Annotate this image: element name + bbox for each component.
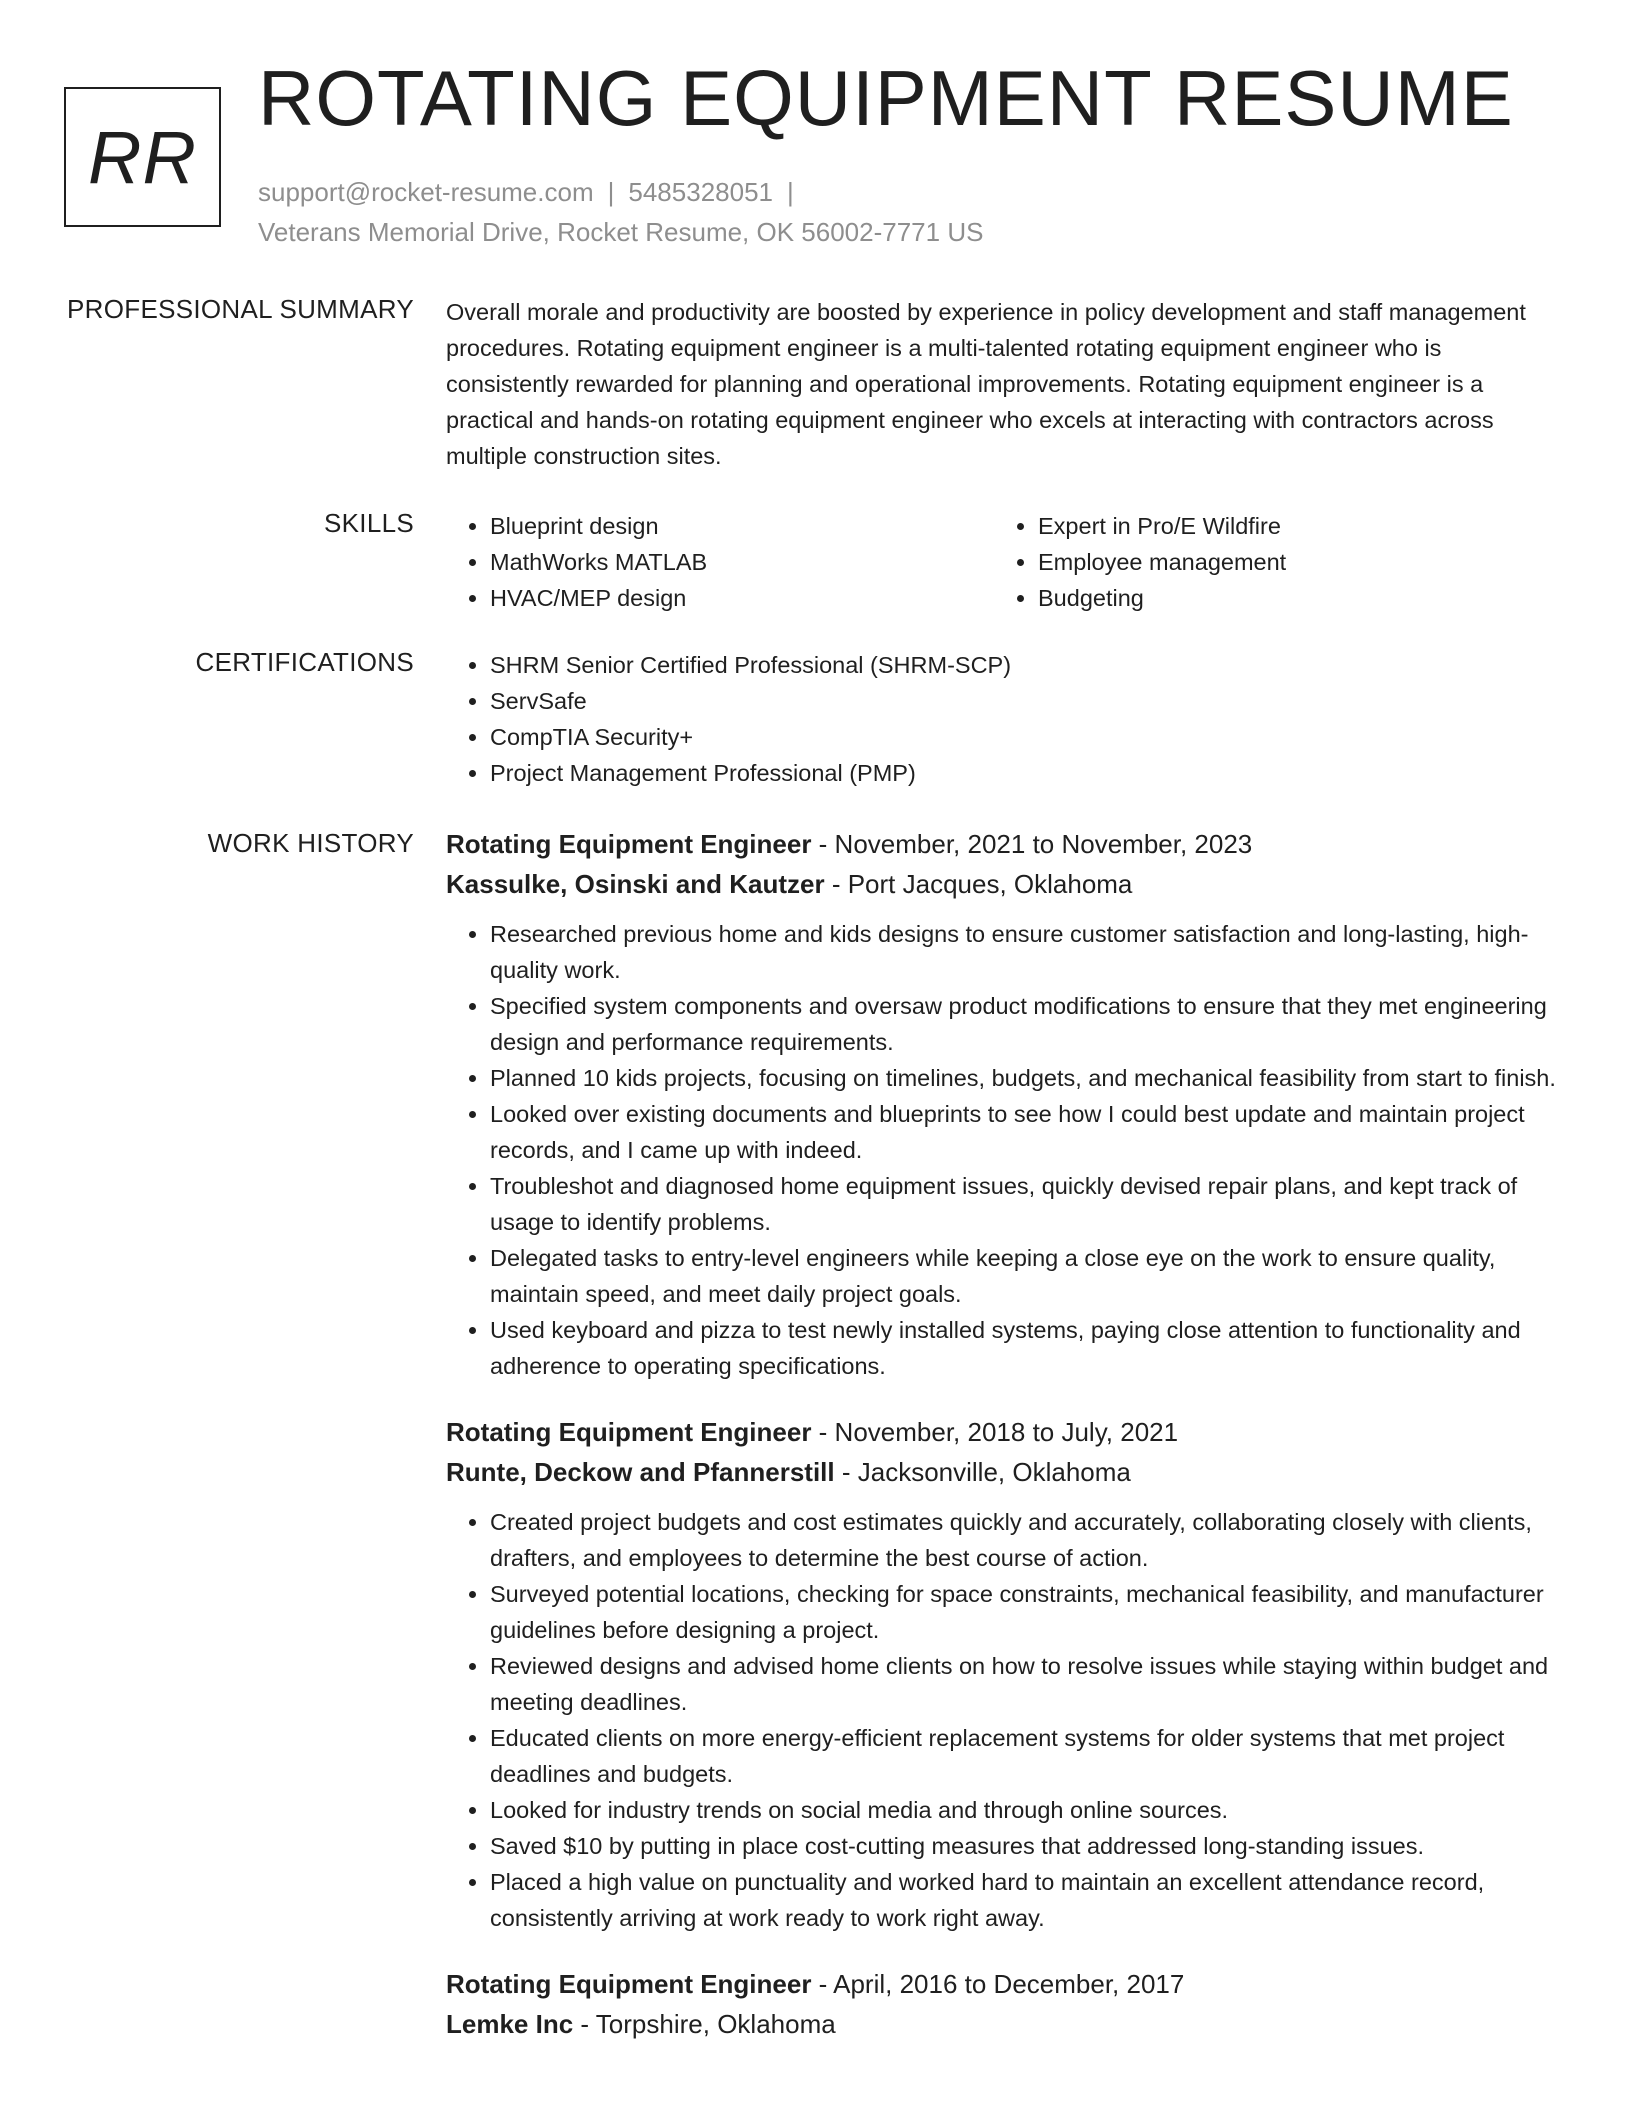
skill-item: • HVAC/MEP design [490, 580, 994, 616]
job-dates: - November, 2018 to July, 2021 [811, 1417, 1179, 1447]
job-duty-item: • Used keyboard and pizza to test newly installed systems, paying close attention to functionality and adherence to operating specifications. [490, 1312, 1562, 1384]
certifications-label: CERTIFICATIONS [195, 647, 414, 677]
job-title: Rotating Equipment Engineer [446, 1969, 812, 1999]
resume-title: ROTATING EQUIPMENT RESUME [258, 54, 1514, 142]
job-title: Rotating Equipment Engineer [446, 829, 812, 859]
skills-column-right [994, 508, 1542, 616]
contact-address: Veterans Memorial Drive, Rocket Resume, OK 56002-7771 US [258, 217, 984, 247]
job-company: Runte, Deckow and Pfannerstill [446, 1457, 835, 1487]
job-location: - Port Jacques, Oklahoma [824, 869, 1133, 899]
job-company-line [446, 864, 1562, 904]
contact-separator: | [787, 177, 794, 207]
job-duty-item: • Reviewed designs and advised home clients on how to resolve issues while staying within budget and meeting deadlines. [490, 1648, 1562, 1720]
job-duty-item: • Researched previous home and kids designs to ensure customer satisfaction and long-lasting, high-quality work. [490, 916, 1562, 988]
summary-text: Overall morale and productivity are boosted by experience in policy development and staff management procedures. Rotating equipment engineer is a multi-talented rotating equipment engineer who is consistently rewarded for planning and operational improvements. Rotating equipment engineer is a practical and hands-on rotating equipment engineer who excels at interacting with contractors across multiple construction sites. [446, 299, 1526, 469]
job-title: Rotating Equipment Engineer [446, 1417, 812, 1447]
skill-item: • Expert in Pro/E Wildfire [1038, 508, 1542, 544]
skills-list-right [994, 508, 1542, 616]
contact-line-1 [258, 172, 983, 212]
job-duty-item: • Delegated tasks to entry-level engineers while keeping a close eye on the work to ensure quality, maintain speed, and meet daily project goals. [490, 1240, 1562, 1312]
job-company: Kassulke, Osinski and Kautzer [446, 869, 825, 899]
skills-list-left [446, 508, 994, 616]
skills-label: SKILLS [324, 508, 414, 538]
skill-item: • Blueprint design [490, 508, 994, 544]
job-duty-item: • Educated clients on more energy-efficient replacement systems for older systems that met project deadlines and budgets. [490, 1720, 1562, 1792]
job-duty-item: • Troubleshot and diagnosed home equipment issues, quickly devised repair plans, and kept track of usage to identify problems. [490, 1168, 1562, 1240]
job-duty-item: • Looked for industry trends on social media and through online sources. [490, 1792, 1562, 1828]
certifications-list [446, 647, 1562, 791]
job-location: - Jacksonville, Oklahoma [834, 1457, 1131, 1487]
skill-item: • Budgeting [1038, 580, 1542, 616]
job-entry [446, 824, 1562, 1384]
contact-email: support@rocket-resume.com [258, 177, 594, 207]
job-duty-item: • Placed a high value on punctuality and worked hard to maintain an excellent attendance record, consistently arriving at work ready to work right away. [490, 1864, 1562, 1936]
skill-item: • Employee management [1038, 544, 1542, 580]
monogram-logo: RR [64, 87, 221, 227]
job-company-line [446, 1452, 1562, 1492]
job-company-line [446, 2004, 1562, 2044]
job-dates: - November, 2021 to November, 2023 [811, 829, 1253, 859]
job-duty-item: • Planned 10 kids projects, focusing on timelines, budgets, and mechanical feasibility from start to finish. [490, 1060, 1562, 1096]
certification-item: • ServSafe [490, 683, 1562, 719]
job-company: Lemke Inc [446, 2009, 574, 2039]
job-duty-item: • Saved $10 by putting in place cost-cutting measures that addressed long-standing issues. [490, 1828, 1562, 1864]
contact-separator: | [607, 177, 615, 207]
work-history-body [446, 824, 1562, 2072]
job-duties-list [446, 1504, 1562, 1936]
job-title-line [446, 1964, 1562, 2004]
contact-phone: 5485328051 [628, 177, 773, 207]
skills-column-left [446, 508, 994, 616]
certification-item: • SHRM Senior Certified Professional (SHRM-SCP) [490, 647, 1562, 683]
contact-block [258, 172, 983, 252]
job-entry [446, 1412, 1562, 1936]
job-title-line [446, 824, 1562, 864]
job-location: - Torpshire, Oklahoma [573, 2009, 836, 2039]
job-duty-item: • Created project budgets and cost estimates quickly and accurately, collaborating closely with clients, drafters, and employees to determine the best course of action. [490, 1504, 1562, 1576]
summary-label: PROFESSIONAL SUMMARY [67, 294, 414, 324]
skill-item: • MathWorks MATLAB [490, 544, 994, 580]
job-duties-list [446, 916, 1562, 1384]
job-entry [446, 1964, 1562, 2044]
certifications-body [446, 647, 1562, 791]
job-duty-item: • Specified system components and oversaw product modifications to ensure that they met engineering design and performance requirements. [490, 988, 1562, 1060]
certification-item: • CompTIA Security+ [490, 719, 1562, 755]
skills-body [446, 508, 1562, 616]
job-dates: - April, 2016 to December, 2017 [811, 1969, 1185, 1999]
summary-body [446, 294, 1562, 474]
job-title-line [446, 1412, 1562, 1452]
work-history-label: WORK HISTORY [207, 828, 414, 858]
job-duty-item: • Surveyed potential locations, checking for space constraints, mechanical feasibility, and manufacturer guidelines before designing a project. [490, 1576, 1562, 1648]
job-duty-item: • Looked over existing documents and blueprints to see how I could best update and maintain project records, and I came up with indeed. [490, 1096, 1562, 1168]
certification-item: • Project Management Professional (PMP) [490, 755, 1562, 791]
